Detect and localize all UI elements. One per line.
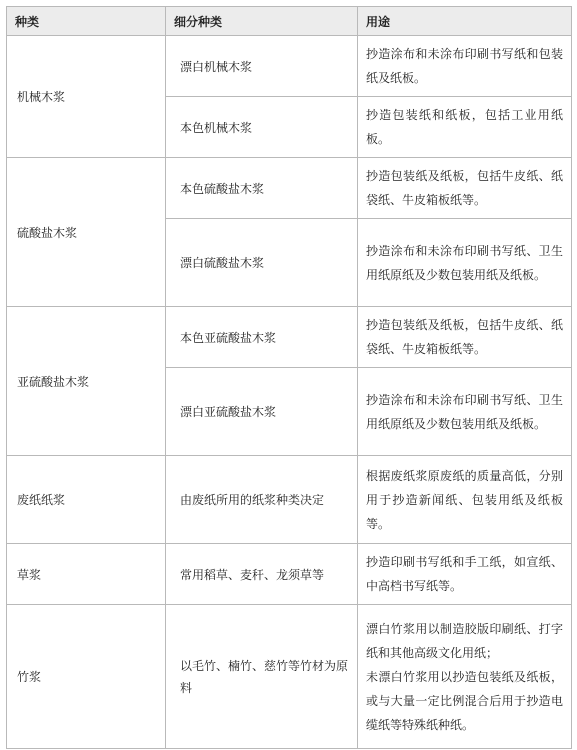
type-cell: 机械木浆 bbox=[7, 36, 166, 158]
subtype-cell: 漂白硫酸盐木浆 bbox=[166, 219, 358, 307]
header-subtype: 细分种类 bbox=[166, 7, 358, 36]
table-row bbox=[7, 456, 572, 544]
table-row bbox=[7, 36, 572, 97]
usage-cell: 抄造涂布和未涂布印刷书写纸、卫生用纸原纸及少数包装用纸及纸板。 bbox=[358, 368, 572, 456]
type-cell: 草浆 bbox=[7, 544, 166, 605]
subtype-cell: 本色硫酸盐木浆 bbox=[166, 158, 358, 219]
usage-cell: 抄造印刷书写纸和手工纸，如宣纸、中高档书写纸等。 bbox=[358, 544, 572, 605]
subtype-cell: 常用稻草、麦秆、龙须草等 bbox=[166, 544, 358, 605]
type-cell: 硫酸盐木浆 bbox=[7, 158, 166, 307]
subtype-cell: 漂白机械木浆 bbox=[166, 36, 358, 97]
usage-cell: 根据废纸浆原废纸的质量高低，分别用于抄造新闻纸、包装用纸及纸板等。 bbox=[358, 456, 572, 544]
type-cell: 废纸纸浆 bbox=[7, 456, 166, 544]
subtype-cell: 本色亚硫酸盐木浆 bbox=[166, 307, 358, 368]
table-row bbox=[7, 544, 572, 605]
subtype-cell: 以毛竹、楠竹、慈竹等竹材为原料 bbox=[180, 658, 349, 695]
usage-cell: 抄造包装纸和纸板，包括工业用纸板。 bbox=[358, 97, 572, 158]
subtype-cell: 由废纸所用的纸浆种类决定 bbox=[166, 456, 358, 544]
table-row bbox=[7, 158, 572, 219]
type-cell: 亚硫酸盐木浆 bbox=[7, 307, 166, 456]
header-type: 种类 bbox=[7, 7, 166, 36]
subtype-cell-container bbox=[166, 605, 358, 749]
header-row bbox=[7, 7, 572, 36]
usage-cell: 抄造包装纸及纸板，包括牛皮纸、纸袋纸、牛皮箱板纸等。 bbox=[358, 158, 572, 219]
subtype-cell: 本色机械木浆 bbox=[166, 97, 358, 158]
type-cell: 竹浆 bbox=[7, 605, 166, 749]
pulp-types-table bbox=[6, 6, 572, 749]
usage-cell: 抄造涂布和未涂布印刷书写纸、卫生用纸原纸及少数包装用纸及纸板。 bbox=[358, 219, 572, 307]
usage-cell: 抄造包装纸及纸板，包括牛皮纸、纸袋纸、牛皮箱板纸等。 bbox=[358, 307, 572, 368]
usage-cell: 抄造涂布和未涂布印刷书写纸和包装纸及纸板。 bbox=[358, 36, 572, 97]
table-row bbox=[7, 605, 572, 749]
header-usage: 用途 bbox=[358, 7, 572, 36]
table-row bbox=[7, 307, 572, 368]
usage-cell-container bbox=[358, 605, 572, 749]
usage-cell: 漂白竹浆用以制造胶版印刷纸、打字纸和其他高级文化用纸； 未漂白竹浆用以抄造包装纸及纸板，或与大量一定比例混合后用于抄造电缆纸等特殊纸种纸。 bbox=[366, 621, 563, 732]
subtype-cell: 漂白亚硫酸盐木浆 bbox=[166, 368, 358, 456]
